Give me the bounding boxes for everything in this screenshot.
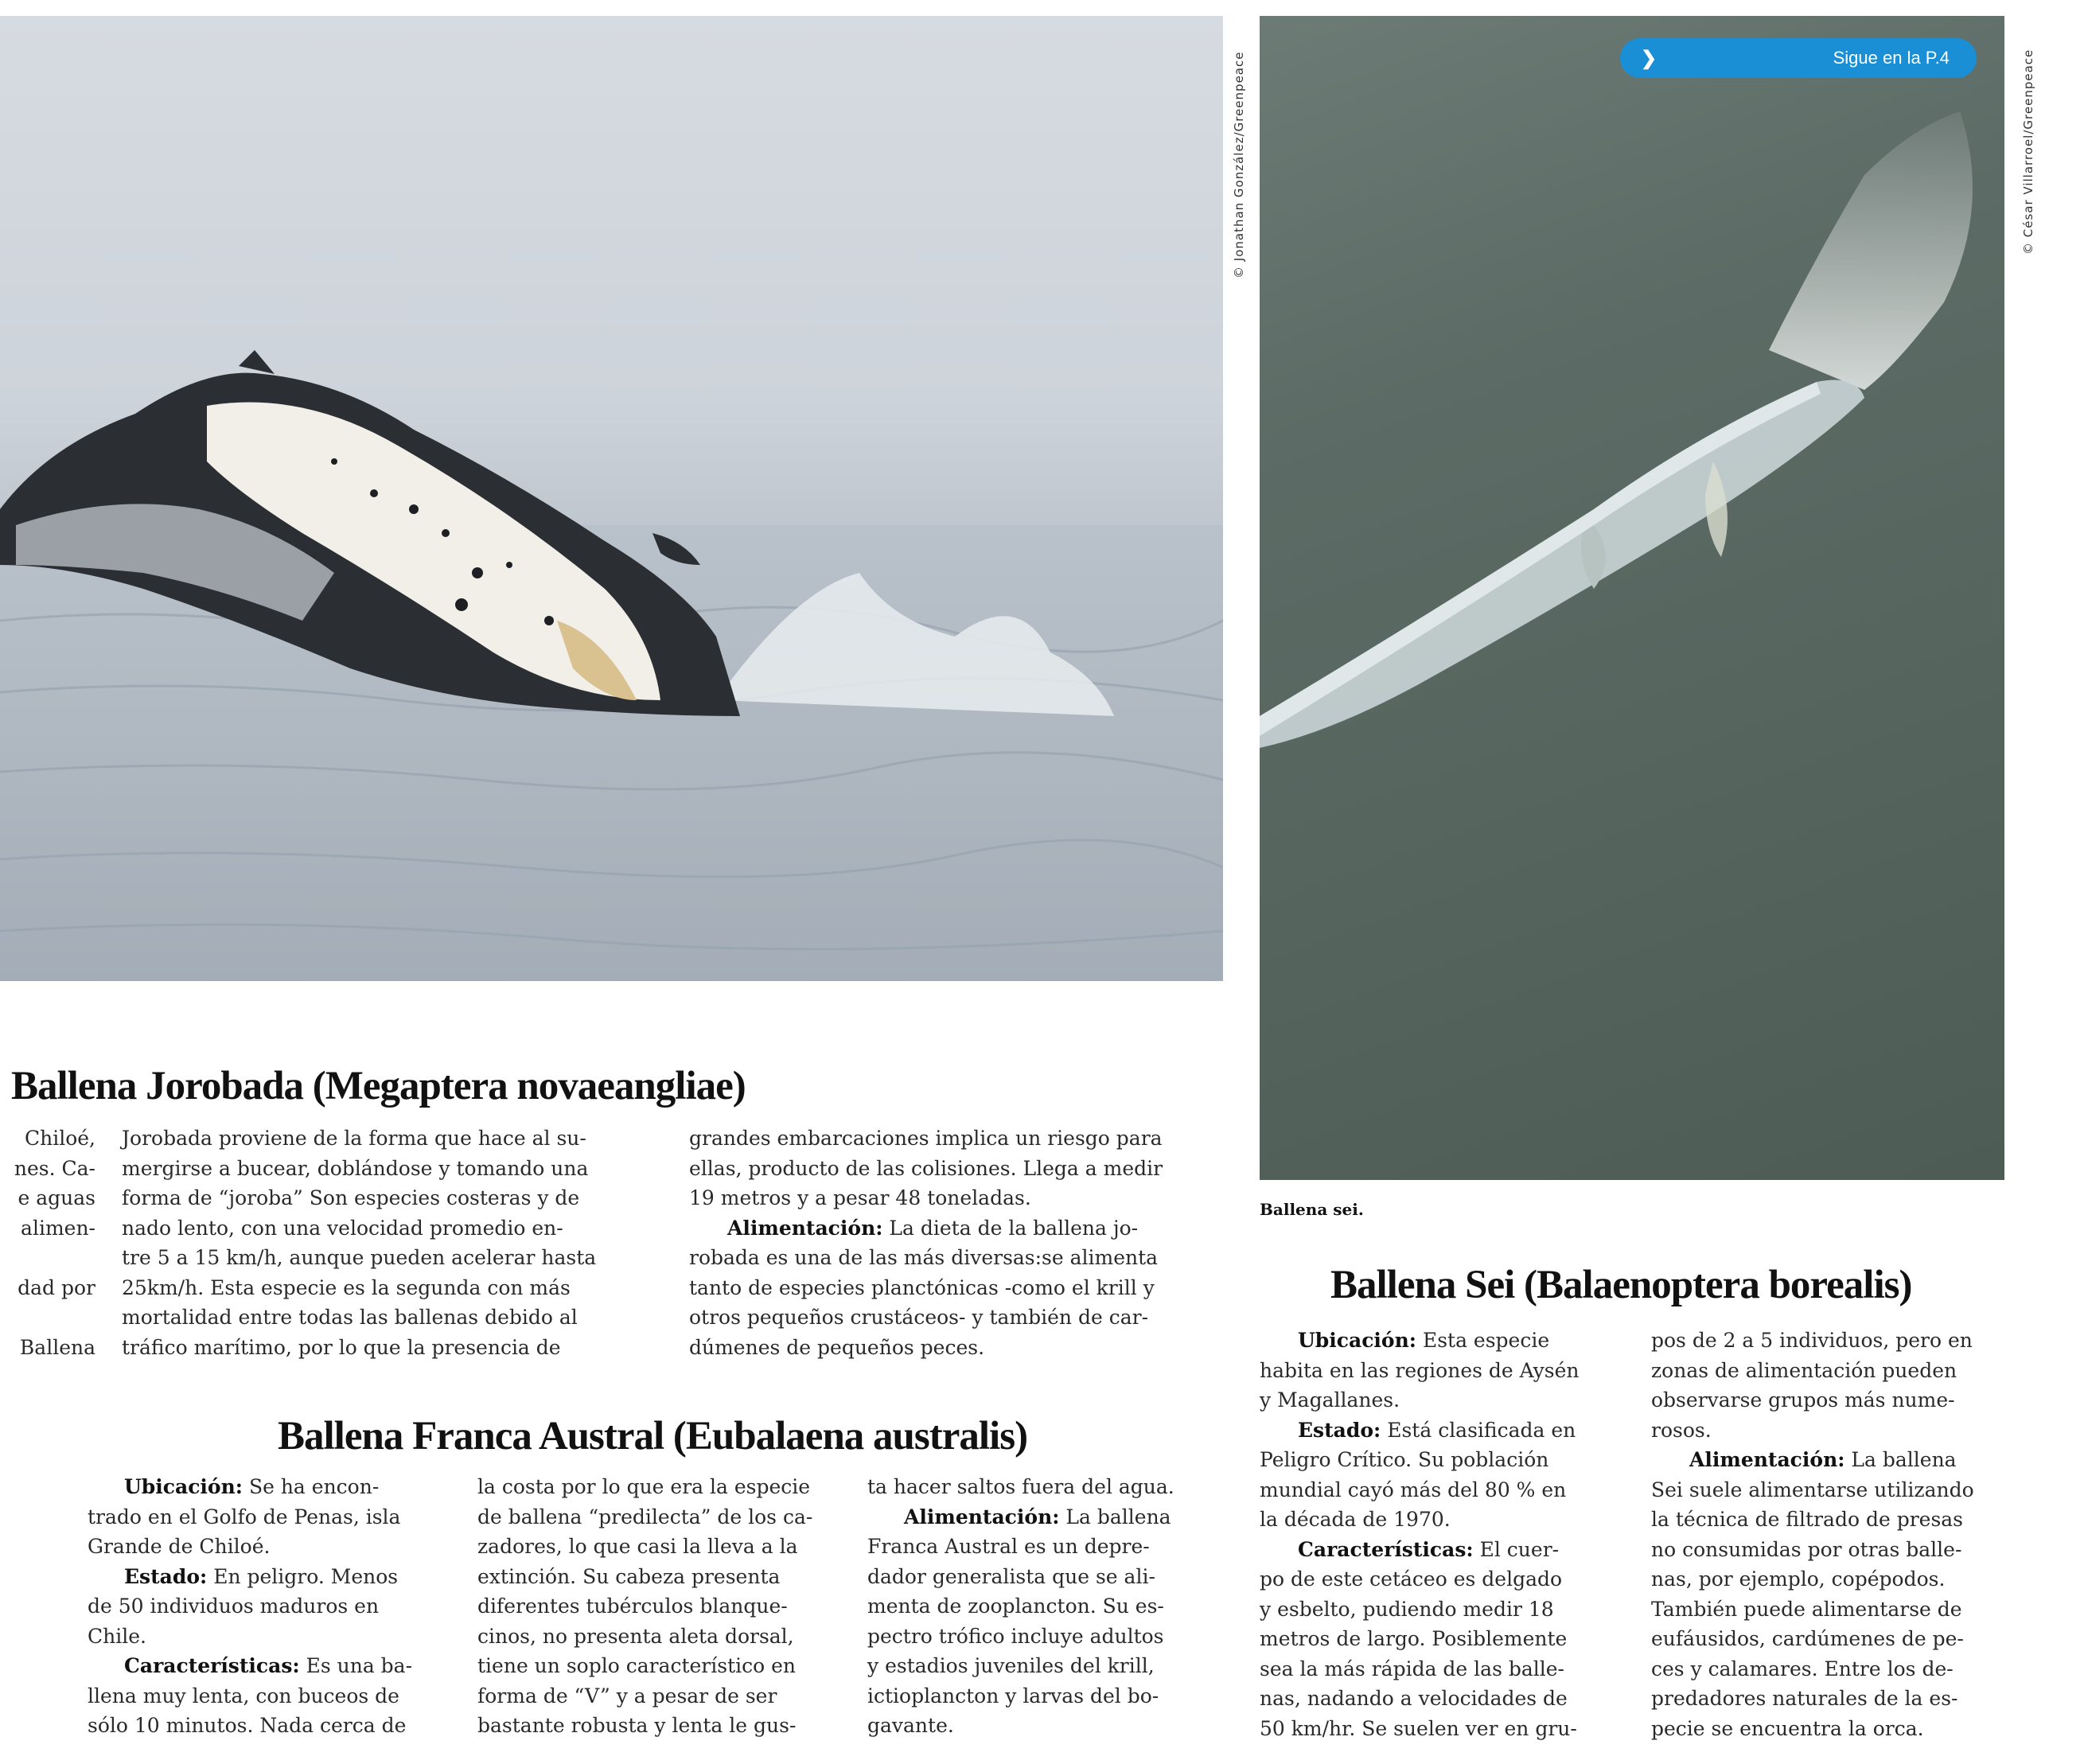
franca-ubicacion-label: Ubicación:: [124, 1475, 243, 1498]
sei-col1-line: mundial cayó más del 80 % en: [1260, 1478, 1567, 1501]
right-photo-credit: © César Villarroel/Greenpeace: [2021, 49, 2035, 255]
jorobada-heading: Ballena Jorobada (Megaptera novaeangliae): [11, 1064, 746, 1108]
jorobada-col2-line: ellas, producto de las colisiones. Llega a medir: [689, 1156, 1163, 1180]
jorobada-col2-line: robada es una de las más diversas:se alimenta: [689, 1246, 1159, 1269]
sei-heading: Ballena Sei (Balaenoptera borealis): [1330, 1263, 1912, 1307]
jorobada-col1-line: mortalidad entre todas las ballenas debido al: [122, 1306, 578, 1329]
franca-alimentacion-line: [867, 1502, 1225, 1532]
jorobada-col-0: [0, 1123, 95, 1362]
jorobada-col0-line: e aguas: [18, 1186, 95, 1209]
continue-page-label: Sigue en la P.4: [1833, 48, 1950, 68]
sei-col1-line: y Magallanes.: [1260, 1388, 1400, 1412]
sei-whale-illustration: [1260, 16, 2004, 1180]
franca-alimentacion-label: Alimentación:: [904, 1505, 1060, 1528]
jorobada-col2-line: tanto de especies planctónicas -como el krill y: [689, 1275, 1155, 1299]
franca-col2-line: extinción. Su cabeza presenta: [477, 1564, 781, 1588]
jorobada-col1-line: mergirse a bucear, doblándose y tomando una: [122, 1156, 589, 1180]
sei-col1-line: Peligro Crítico. Su población: [1260, 1448, 1549, 1471]
sei-alimentacion-line: [1651, 1445, 2017, 1475]
franca-col3-line: menta de zooplancton. Su es-: [867, 1595, 1164, 1618]
sei-col2-line: rosos.: [1651, 1418, 1712, 1442]
franca-col3-line: ictioplancton y larvas del bo-: [867, 1684, 1159, 1708]
jorobada-alimentacion-label: Alimentación:: [727, 1216, 883, 1240]
sei-alimentacion-label: Alimentación:: [1689, 1448, 1845, 1471]
sei-col2-line: zonas de alimentación pueden: [1651, 1358, 1957, 1382]
sei-col-2: [1651, 1326, 2017, 1743]
humpback-whale-illustration: [0, 16, 1223, 981]
jorobada-col0-line: dad por: [18, 1275, 95, 1299]
jorobada-col1-line: Jorobada proviene de la forma que hace al su-: [122, 1127, 586, 1150]
sei-col2-line: Sei suele alimentarse utilizando: [1651, 1478, 1974, 1501]
franca-estado-text: En peligro. Menos: [207, 1564, 399, 1588]
sei-col2-line: la técnica de filtrado de presas: [1651, 1508, 1964, 1531]
sei-col2-line: eufáusidos, cardúmenes de pe-: [1651, 1627, 1964, 1650]
sei-col2-line: predadores naturales de la es-: [1651, 1687, 1958, 1710]
franca-col1-line: sólo 10 minutos. Nada cerca de: [88, 1714, 407, 1737]
franca-heading: Ballena Franca Austral (Eubalaena australis): [278, 1414, 1028, 1458]
jorobada-col2-line: otros pequeños crustáceos- y también de car-: [689, 1306, 1149, 1329]
sei-col1-line: habita en las regiones de Aysén: [1260, 1358, 1580, 1382]
franca-col2-line: zadores, lo que casi la lleva a la: [477, 1535, 798, 1558]
franca-col3-line: Franca Austral es un depre-: [867, 1535, 1150, 1558]
sei-caracteristicas-line: [1260, 1535, 1626, 1565]
jorobada-col-1: [122, 1123, 663, 1362]
franca-col2-line: forma de “V” y a pesar de ser: [477, 1684, 777, 1708]
franca-caracteristicas-label: Características:: [124, 1654, 300, 1677]
franca-col2-line: bastante robusta y lenta le gus-: [477, 1714, 797, 1737]
sei-col1-line: nas, nadando a velocidades de: [1260, 1687, 1568, 1710]
franca-alimentacion-text: La ballena: [1059, 1505, 1171, 1528]
franca-col2-line: de ballena “predilecta” de los ca-: [477, 1505, 813, 1528]
sei-col1-line: y esbelto, pudiendo medir 18: [1260, 1597, 1554, 1621]
sei-col2-line: no consumidas por otras balle-: [1651, 1537, 1962, 1561]
sei-estado-line: [1260, 1415, 1626, 1446]
sei-ubicacion-line: [1260, 1326, 1626, 1356]
jorobada-col1-line: tráfico marítimo, por lo que la presencia de: [122, 1335, 561, 1359]
franca-col-1: [88, 1472, 446, 1741]
sei-col2-line: pecie se encuentra la orca.: [1651, 1716, 1924, 1740]
sei-col1-line: metros de largo. Posiblemente: [1260, 1627, 1568, 1650]
franca-col-2: [477, 1472, 836, 1741]
humpback-whale-photo: [0, 16, 1223, 981]
franca-col-3: [867, 1472, 1225, 1741]
sei-alimentacion-text: La ballena: [1844, 1448, 1957, 1471]
franca-col1-line: llena muy lenta, con buceos de: [88, 1684, 399, 1708]
franca-caracteristicas-text: Es una ba-: [299, 1654, 413, 1677]
jorobada-col1-line: tre 5 a 15 km/h, aunque pueden acelerar hasta: [122, 1246, 597, 1269]
sei-col1-line: 50 km/hr. Se suelen ver en gru-: [1260, 1716, 1577, 1740]
left-photo-credit: © Jonathan González/Greenpeace: [1232, 51, 1246, 278]
franca-col1-line: Chile.: [88, 1624, 146, 1648]
jorobada-col0-line: Chiloé,: [24, 1127, 95, 1150]
sei-ubicacion-text: Esta especie: [1416, 1329, 1550, 1352]
franca-estado-line: [88, 1562, 446, 1592]
sei-col2-line: nas, por ejemplo, copépodos.: [1651, 1567, 1946, 1591]
sei-whale-photo: [1260, 16, 2004, 1180]
franca-col1-line: Grande de Chiloé.: [88, 1535, 271, 1558]
jorobada-col2-line: 19 metros y a pesar 48 toneladas.: [689, 1186, 1031, 1209]
sei-col2-line: observarse grupos más nume-: [1651, 1388, 1955, 1412]
chevron-right-icon: ❯: [1641, 47, 1657, 69]
jorobada-col2-line: dúmenes de pequeños peces.: [689, 1335, 985, 1359]
franca-caracteristicas-line: [88, 1651, 446, 1681]
franca-col2-line: la costa por lo que era la especie: [477, 1475, 811, 1498]
sei-caracteristicas-label: Características:: [1298, 1537, 1474, 1561]
franca-ubicacion-text: Se ha encon-: [243, 1475, 380, 1498]
franca-col1-line: de 50 individuos maduros en: [88, 1595, 380, 1618]
franca-col3-line: pectro trófico incluye adultos: [867, 1624, 1164, 1648]
franca-col3-line: gavante.: [867, 1714, 954, 1737]
sei-photo-caption: Ballena sei.: [1260, 1200, 1364, 1219]
sei-col1-line: po de este cetáceo es delgado: [1260, 1567, 1563, 1591]
sei-col-1: [1260, 1326, 1626, 1743]
sei-col2-line: ces y calamares. Entre los de-: [1651, 1657, 1954, 1680]
franca-ubicacion-line: [88, 1472, 446, 1502]
franca-col1-line: trado en el Golfo de Penas, isla: [88, 1505, 401, 1528]
sei-ubicacion-label: Ubicación:: [1298, 1329, 1416, 1352]
sei-col1-line: sea la más rápida de las balle-: [1260, 1657, 1564, 1680]
jorobada-col1-line: forma de “joroba” Son especies costeras y de: [122, 1186, 580, 1209]
franca-col3-line: y estadios juveniles del krill,: [867, 1654, 1155, 1677]
franca-col3-line: dador generalista que se ali-: [867, 1564, 1155, 1588]
continue-page-badge[interactable]: [1620, 38, 1977, 78]
jorobada-col0-line: [0, 1243, 95, 1273]
jorobada-alimentacion-line: [689, 1213, 1230, 1244]
sei-estado-text: Está clasificada en: [1381, 1418, 1576, 1442]
franca-col2-line: cinos, no presenta aleta dorsal,: [477, 1624, 794, 1648]
sei-col2-line: También puede alimentarse de: [1651, 1597, 1962, 1621]
sei-caracteristicas-text: El cuer-: [1473, 1537, 1560, 1561]
jorobada-alimentacion-text: La dieta de la ballena jo-: [882, 1216, 1139, 1240]
jorobada-col0-line: Ballena: [19, 1335, 95, 1359]
sei-col1-line: la década de 1970.: [1260, 1508, 1451, 1531]
franca-col2-line: diferentes tubérculos blanque-: [477, 1595, 788, 1618]
jorobada-col1-line: nado lento, con una velocidad promedio en-: [122, 1216, 563, 1240]
jorobada-col0-line: alimen-: [21, 1216, 95, 1240]
jorobada-col-2: [689, 1123, 1230, 1362]
sei-estado-label: Estado:: [1298, 1418, 1381, 1442]
franca-col2-line: tiene un soplo característico en: [477, 1654, 797, 1677]
jorobada-col1-line: 25km/h. Esta especie es la segunda con más: [122, 1275, 571, 1299]
jorobada-col2-line: grandes embarcaciones implica un riesgo para: [689, 1127, 1163, 1150]
franca-col3-line: ta hacer saltos fuera del agua.: [867, 1475, 1174, 1498]
jorobada-col0-line: [0, 1303, 95, 1333]
franca-estado-label: Estado:: [124, 1564, 208, 1588]
sei-col2-line: pos de 2 a 5 individuos, pero en: [1651, 1329, 1973, 1352]
jorobada-col0-line: nes. Ca-: [14, 1156, 95, 1180]
